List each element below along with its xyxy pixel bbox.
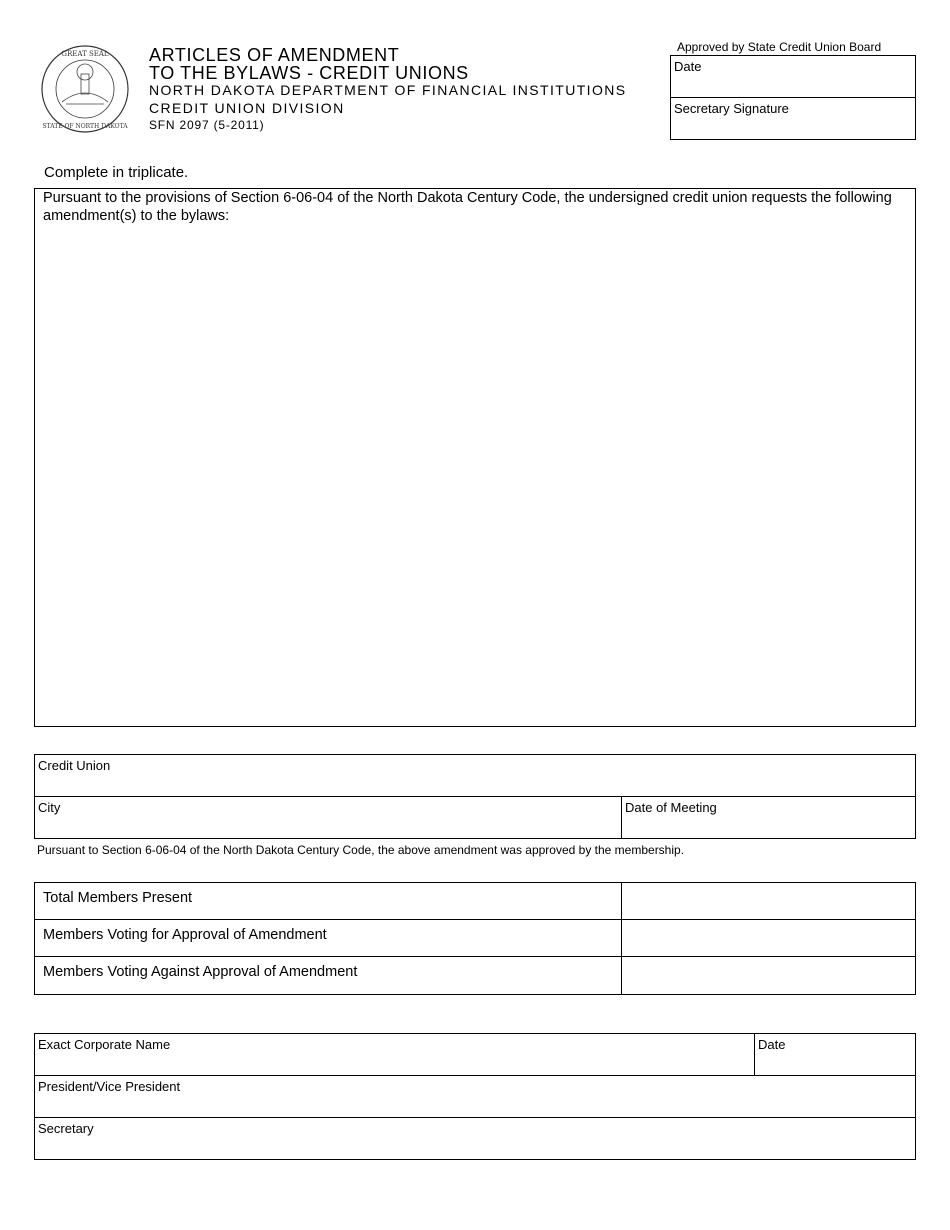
amendment-intro-text: Pursuant to the provisions of Section 6-06-04 of the North Dakota Century Code, the undersigned credit union requests the following amendment(s) to the bylaws: [43,190,892,224]
instruction-text: Complete in triplicate. [44,164,189,181]
total-present-label: Total Members Present [43,890,193,906]
approval-box [670,55,916,140]
svg-text:STATE OF NORTH DAKOTA: STATE OF NORTH DAKOTA [42,123,128,130]
form-number: SFN 2097 (5-2011) [149,118,265,132]
voting-for-label: Members Voting for Approval of Amendment [43,927,327,943]
voting-against-input[interactable] [622,957,915,994]
approval-heading: Approved by State Credit Union Board [677,40,882,54]
approval-date-label: Date [674,59,702,74]
meeting-date-field[interactable] [622,797,915,838]
approval-date-field[interactable] [671,56,915,97]
president-signature-field[interactable] [35,1076,915,1117]
corporate-name-label: Exact Corporate Name [38,1037,171,1052]
amendment-textarea[interactable] [34,188,916,727]
city-field[interactable] [35,797,621,838]
state-seal-logo [40,44,130,134]
total-present-input[interactable] [622,883,915,919]
president-label: President/Vice President [38,1079,181,1094]
credit-union-field[interactable] [35,755,915,796]
credit-union-label: Credit Union [38,758,111,773]
form-title-line2: TO THE BYLAWS - CREDIT UNIONS [149,63,469,83]
form-title-line1: ARTICLES OF AMENDMENT [149,45,400,65]
secretary-label: Secretary [38,1121,94,1136]
credit-union-info-box [34,754,916,839]
city-label: City [38,800,61,815]
voting-for-input[interactable] [622,920,915,956]
approval-note: Pursuant to Section 6-06-04 of the North Dakota Century Code, the above amendment was approved by the membership. [37,843,685,857]
signature-date-field[interactable] [755,1034,915,1075]
voting-against-label: Members Voting Against Approval of Amendment [43,964,358,980]
secretary-signature-label: Secretary Signature [674,101,789,116]
meeting-date-label: Date of Meeting [625,800,717,815]
signatures-box [34,1033,916,1160]
signature-date-label: Date [758,1037,786,1052]
secretary-signature-field[interactable] [671,98,915,139]
corporate-name-field[interactable] [35,1034,754,1075]
svg-text:GREAT SEAL: GREAT SEAL [61,50,109,58]
department-name: NORTH DAKOTA DEPARTMENT OF FINANCIAL INSTITUTIONS [149,82,627,98]
division-name: CREDIT UNION DIVISION [149,100,345,116]
secretary-field[interactable] [35,1118,915,1159]
